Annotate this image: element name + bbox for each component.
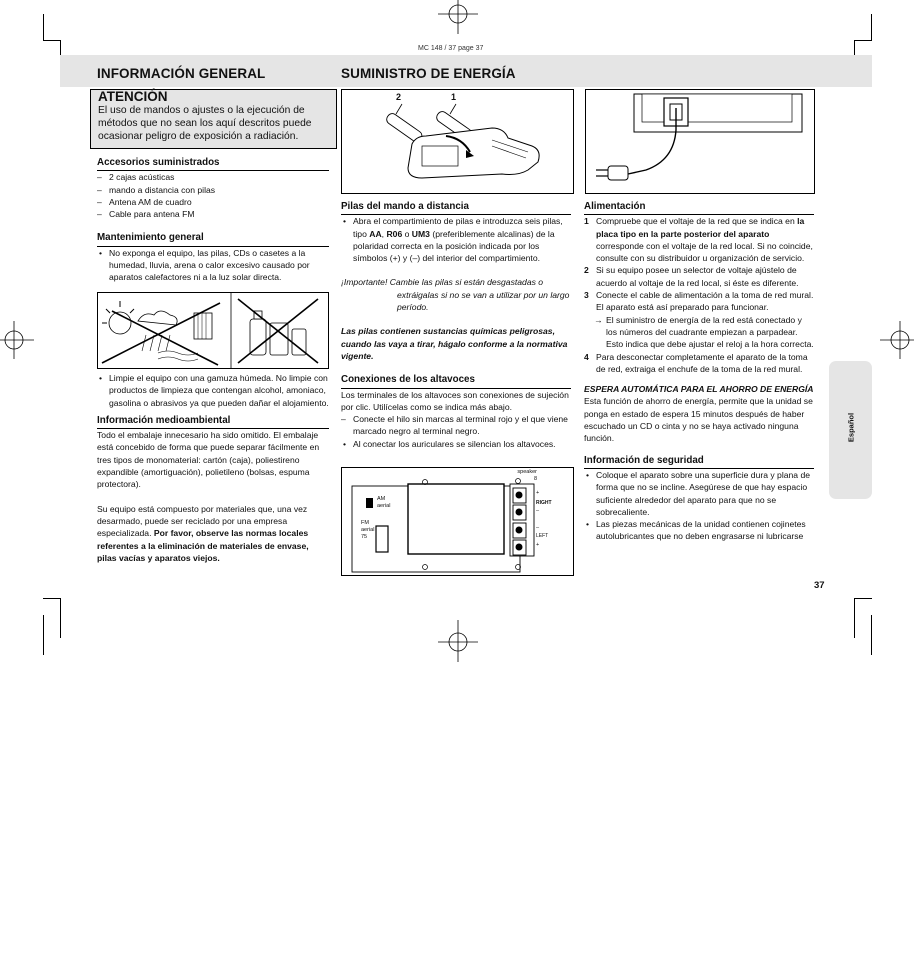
crop-mark [854,598,872,599]
page-ref: MC 148 / 37 page 37 [418,45,484,52]
environment-text-1: Todo el embalaje innecesario ha sido omitido. El embalaje está concebido de forma que puede separar fácilmente en tres tipos de monomaterial: cartón (caja), poliestireno expandible (amortiguación), polietileno (bolsas, espuma protectora). [97,430,320,490]
crop-mark [43,598,61,599]
column-1 [97,157,329,284]
power-step-2: 2 Si su equipo posee un selector de voltaje ajústelo de acuerdo al voltaje de la red local, si éste es diferente. [584,265,799,288]
power-step-3: 3 Conecte el cable de alimentación a la toma de red mural. El aparato está así preparado para funcionar. [584,290,814,313]
environment-title: Información medioambiental [97,415,329,429]
list-item: – mando a distancia con pilas [97,184,329,196]
battery-label-2: 2 [396,92,402,102]
left-channel-label: LEFT [536,533,549,539]
column-2 [341,201,571,450]
standby-title: ESPERA AUTOMÁTICA PARA EL AHORRO DE ENERGÍA [584,384,814,395]
terminal-sign: + [536,542,540,548]
no-sun-rain-heat-icon [98,293,328,368]
power-step-3-result: → El suministro de energía de la red está conectado y los números del cuadrante empiezan a parpadear. Esto indica que debe ajustar el reloj a la hora correcta. [594,314,814,350]
maintenance-title: Mantenimiento general [97,232,329,246]
crop-mark [871,615,872,655]
safety-bullet-1: • Coloque el aparato sobre una superficie dura y plana de forma que no se incline. Asegúrese de que hay espacio suficiente alrededor del aparato para que no se sobrecaliente. [584,469,814,518]
speaker-label: speaker 8 [517,469,537,482]
batteries-title: Pilas del mando a distancia [341,201,571,215]
rear-panel-icon [342,468,573,575]
accessories-title: Accesorios suministrados [97,157,329,171]
batteries-warning: Las pilas contienen sustancias químicas peligrosas, cuando las vaya a tirar, hágalo conforme a la normativa vigente. [341,326,568,361]
fm-aerial-label: FM aerial 75 [361,520,375,540]
list-item: – 2 cajas acústicas [97,171,329,183]
crop-mark [43,40,61,41]
power-plug-illustration [585,89,815,194]
standby-text: Esta función de ahorro de energía, permite que la unidad se ponga en estado de espera 15 minutos después de haber escuchado un CD o cinta y no se haya activado ninguna función. [584,396,813,444]
crop-mark [871,14,872,40]
header-informacion-general: INFORMACIÓN GENERAL [97,66,266,81]
crop-mark [43,14,44,40]
language-tab-label: Español [846,412,856,443]
maintenance-bullet-1: • No exponga el equipo, las pilas, CDs o casetes a la humedad, lluvia, arena o calor excesivo causado por aparatos calefactores ni a la luz solar directa. [97,247,329,284]
speaker-connections-dash: – Conecte el hilo sin marcas al terminal rojo y el que viene marcado negro al terminal negro. [341,413,571,438]
remote-battery-illustration [341,89,574,194]
speaker-connections-text: Los terminales de los altavoces son conexiones de sujeción por clic. Utilícelas como se indica más abajo. [341,389,569,412]
list-item: – Antena AM de cuadro [97,196,329,208]
battery-label-1: 1 [451,92,457,102]
power-title: Alimentación [584,201,814,215]
accessories-list [97,171,329,220]
registration-mark-bottom [430,616,486,664]
speaker-connections-title: Conexiones de los altavoces [341,374,571,388]
batteries-bullet: • Abra el compartimiento de pilas e introduzca seis pilas, tipo AA, R06 o UM3 (preferiblemente alcalinas) de la polaridad correcta en la posición indicada por los símbolos (+) y (–) del interior del compartimiento. [341,215,571,264]
maintenance-bullet-2: • Limpie el equipo con una gamuza húmeda. No limpie con productos de limpieza que contengan alcohol, amoniaco, gasolina o abrasivos ya que pueden dañar el alojamiento. [97,372,329,409]
page-number: 37 [814,580,825,591]
language-tab [829,361,872,499]
terminal-sign: – [536,525,540,531]
column-1-lower [97,372,329,564]
power-step-4: 4 Para desconectar completamente el aparato de la toma de red, extraiga el enchufe de la toma de la red mural. [584,351,808,374]
speaker-connections-bullet: • Al conectar los auriculares se silencian los altavoces. [341,438,571,450]
crop-mark [43,615,44,655]
warning-title: ATENCIÓN [98,89,168,104]
registration-mark-left [0,315,36,365]
power-step-1: 1 Compruebe que el voltaje de la red que se indica en la placa tipo en la parte posterior del aparato corresponde con el voltaje de la red local. Si no coincide, consulte con su distribuidor u organización de servicio. [584,216,813,264]
maintenance-illustration [97,292,329,369]
column-3 [584,201,814,543]
rear-panel-illustration [341,467,574,576]
safety-bullet-2: • Las piezas mecánicas de la unidad contienen cojinetes autolubricantes que no deben engrasarse ni lubricarse [584,518,814,543]
crop-mark [60,598,61,638]
power-plug-icon [586,90,814,193]
header-suministro-energia: SUMINISTRO DE ENERGÍA [341,66,516,81]
crop-mark [854,598,855,638]
safety-title: Información de seguridad [584,455,814,469]
batteries-important: ¡Importante! Cambie las pilas si están desgastadas o extráigalas si no se van a utilizar por un largo período. [341,277,570,313]
warning-text: El uso de mandos o ajustes o la ejecución de métodos que no sean los aquí descritos puede ocasionar peligro de exposición a radiación. [98,105,312,142]
terminal-sign: – [536,508,540,514]
registration-mark-right [878,315,915,365]
am-aerial-label: AM aerial [377,496,391,509]
remote-control-icon [342,90,573,193]
terminal-sign: + [536,490,540,496]
environment-text-2: Su equipo está compuesto por materiales que, una vez desarmado, puede ser reciclado por una empresa especializada. Por favor, observe las normas locales referentes a la eliminación de materiales de envase, pilas vacías y aparatos viejos. [97,503,309,563]
power-steps [584,215,814,313]
crop-mark [854,40,872,41]
right-channel-label: RIGHT [536,500,552,506]
list-item: – Cable para antena FM [97,208,329,220]
registration-mark-top [430,0,486,40]
warning-box [90,89,337,149]
